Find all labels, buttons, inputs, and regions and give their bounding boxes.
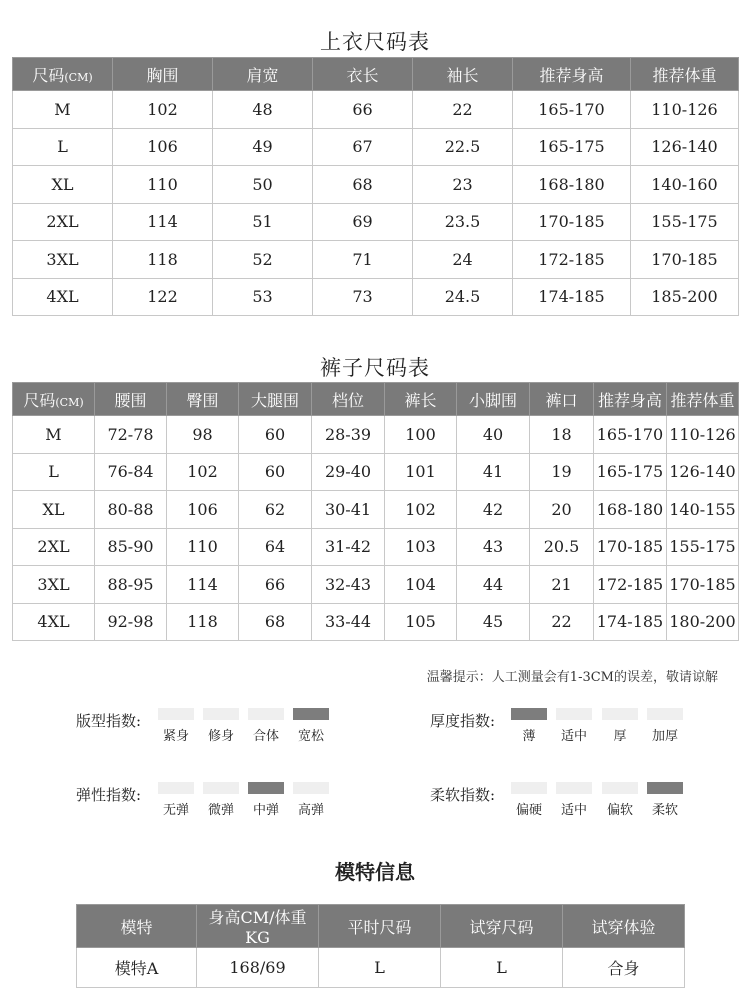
top-table-header-row — [13, 58, 739, 91]
value-cell: L — [441, 948, 563, 988]
header-size: 尺码(CM) — [13, 383, 95, 416]
header-col-2: 肩宽 — [213, 58, 313, 91]
value-cell: 72-78 — [95, 416, 167, 454]
value-cell: 21 — [530, 566, 594, 604]
value-cell: 73 — [313, 278, 413, 316]
value-cell: 33-44 — [312, 603, 385, 641]
table-row — [13, 566, 739, 604]
index-option-label: 微弹 — [207, 803, 234, 818]
table-row — [13, 166, 739, 204]
table-row — [13, 453, 739, 491]
value-cell: 114 — [167, 566, 239, 604]
index-marker — [248, 708, 284, 720]
header-col-2: 臀围 — [167, 383, 239, 416]
size-cell: M — [13, 91, 113, 129]
index-marker — [293, 782, 329, 794]
value-cell: 105 — [385, 603, 457, 641]
value-cell: 170-185 — [513, 203, 631, 241]
index-marker — [203, 782, 239, 794]
header-col-4: 档位 — [312, 383, 385, 416]
value-cell: 140-160 — [631, 166, 739, 204]
value-cell: 165-175 — [594, 453, 667, 491]
value-cell: 合身 — [563, 948, 685, 988]
table-row — [13, 203, 739, 241]
value-cell: 31-42 — [312, 528, 385, 566]
value-cell: 126-140 — [667, 453, 739, 491]
size-cell: 3XL — [13, 241, 113, 279]
value-cell: 76-84 — [95, 453, 167, 491]
header-col-5: 推荐身高 — [513, 58, 631, 91]
value-cell: 172-185 — [513, 241, 631, 279]
value-cell: 168-180 — [513, 166, 631, 204]
value-cell: 23.5 — [413, 203, 513, 241]
value-cell: 80-88 — [95, 491, 167, 529]
value-cell: 42 — [457, 491, 530, 529]
index-option-label: 紧身 — [162, 729, 189, 744]
table-row — [13, 528, 739, 566]
index-marker-selected — [511, 708, 547, 720]
value-cell: 51 — [213, 203, 313, 241]
top-table-title: 上衣尺码表 — [320, 30, 430, 54]
value-cell: 170-185 — [667, 566, 739, 604]
header-col-1: 腰围 — [95, 383, 167, 416]
value-cell: 68 — [239, 603, 312, 641]
value-cell: 122 — [113, 278, 213, 316]
value-cell: 53 — [213, 278, 313, 316]
header-col-4: 袖长 — [413, 58, 513, 91]
model-info-table — [76, 904, 685, 988]
index-option-label: 偏软 — [606, 803, 633, 818]
header-col-1: 模特 — [77, 905, 197, 948]
value-cell: 69 — [313, 203, 413, 241]
value-cell: 85-90 — [95, 528, 167, 566]
header-col-2: 身高CM/体重KG — [197, 905, 319, 948]
pants-table-title: 裤子尺码表 — [320, 356, 430, 380]
table-row — [13, 416, 739, 454]
header-col-5: 试穿体验 — [563, 905, 685, 948]
index-marker — [203, 708, 239, 720]
header-size: 尺码(CM) — [13, 58, 113, 91]
size-cell: L — [13, 128, 113, 166]
index-marker-selected — [248, 782, 284, 794]
header-col-3: 衣长 — [313, 58, 413, 91]
value-cell: 67 — [313, 128, 413, 166]
value-cell: 49 — [213, 128, 313, 166]
value-cell: 155-175 — [667, 528, 739, 566]
table-row — [13, 91, 739, 129]
index-option-label: 无弹 — [162, 803, 189, 818]
model-table-header-row — [77, 905, 685, 948]
index-marker — [556, 782, 592, 794]
value-cell: 168-180 — [594, 491, 667, 529]
value-cell: 172-185 — [594, 566, 667, 604]
value-cell: 118 — [167, 603, 239, 641]
value-cell: 114 — [113, 203, 213, 241]
table-row — [13, 603, 739, 641]
size-cell: M — [13, 416, 95, 454]
value-cell: 180-200 — [667, 603, 739, 641]
value-cell: 24.5 — [413, 278, 513, 316]
value-cell: 60 — [239, 416, 312, 454]
value-cell: 118 — [113, 241, 213, 279]
value-cell: 110 — [113, 166, 213, 204]
index-option-label: 偏硬 — [515, 803, 542, 818]
value-cell: 88-95 — [95, 566, 167, 604]
value-cell: 19 — [530, 453, 594, 491]
header-col-6: 小脚围 — [457, 383, 530, 416]
value-cell: 23 — [413, 166, 513, 204]
value-cell: 18 — [530, 416, 594, 454]
size-cell: 模特A — [77, 948, 197, 988]
index-option-label: 加厚 — [651, 729, 678, 744]
value-cell: 64 — [239, 528, 312, 566]
value-cell: 140-155 — [667, 491, 739, 529]
value-cell: 106 — [113, 128, 213, 166]
value-cell: 60 — [239, 453, 312, 491]
value-cell: 165-170 — [513, 91, 631, 129]
table-row — [13, 128, 739, 166]
value-cell: 71 — [313, 241, 413, 279]
value-cell: 110-126 — [631, 91, 739, 129]
value-cell: 24 — [413, 241, 513, 279]
index-marker-selected — [647, 782, 683, 794]
value-cell: 170-185 — [594, 528, 667, 566]
header-col-3: 平时尺码 — [319, 905, 441, 948]
index-marker — [647, 708, 683, 720]
header-col-8: 推荐身高 — [594, 383, 667, 416]
value-cell: 170-185 — [631, 241, 739, 279]
pants-size-table — [12, 382, 739, 641]
value-cell: 48 — [213, 91, 313, 129]
value-cell: 165-170 — [594, 416, 667, 454]
size-cell: 2XL — [13, 203, 113, 241]
index-option-label: 柔软 — [651, 803, 678, 818]
value-cell: 22 — [413, 91, 513, 129]
value-cell: 110 — [167, 528, 239, 566]
header-col-1: 胸围 — [113, 58, 213, 91]
value-cell: 98 — [167, 416, 239, 454]
value-cell: 168/69 — [197, 948, 319, 988]
value-cell: 106 — [167, 491, 239, 529]
value-cell: 68 — [313, 166, 413, 204]
value-cell: 66 — [313, 91, 413, 129]
size-cell: 4XL — [13, 603, 95, 641]
top-size-table — [12, 57, 739, 316]
value-cell: 62 — [239, 491, 312, 529]
value-cell: 104 — [385, 566, 457, 604]
value-cell: 185-200 — [631, 278, 739, 316]
header-col-7: 裤口 — [530, 383, 594, 416]
value-cell: 22 — [530, 603, 594, 641]
header-col-6: 推荐体重 — [631, 58, 739, 91]
header-col-9: 推荐体重 — [667, 383, 739, 416]
value-cell: 102 — [167, 453, 239, 491]
value-cell: 174-185 — [594, 603, 667, 641]
value-cell: 174-185 — [513, 278, 631, 316]
value-cell: 103 — [385, 528, 457, 566]
index-option-label: 高弹 — [297, 803, 324, 818]
value-cell: 126-140 — [631, 128, 739, 166]
index-option-label: 厚 — [613, 729, 627, 744]
value-cell: 22.5 — [413, 128, 513, 166]
table-row — [13, 241, 739, 279]
value-cell: 165-175 — [513, 128, 631, 166]
value-cell: 20 — [530, 491, 594, 529]
index-option-label: 薄 — [522, 729, 536, 744]
value-cell: 43 — [457, 528, 530, 566]
value-cell: 102 — [113, 91, 213, 129]
index-option-label: 中弹 — [252, 803, 279, 818]
value-cell: 92-98 — [95, 603, 167, 641]
value-cell: 101 — [385, 453, 457, 491]
value-cell: 52 — [213, 241, 313, 279]
table-row — [13, 491, 739, 529]
size-cell: 3XL — [13, 566, 95, 604]
header-col-4: 试穿尺码 — [441, 905, 563, 948]
index-option-label: 宽松 — [297, 729, 324, 744]
size-cell: 4XL — [13, 278, 113, 316]
index-marker — [158, 708, 194, 720]
value-cell: 40 — [457, 416, 530, 454]
value-cell: 110-126 — [667, 416, 739, 454]
value-cell: 155-175 — [631, 203, 739, 241]
value-cell: 32-43 — [312, 566, 385, 604]
table-row — [77, 948, 685, 988]
size-cell: XL — [13, 166, 113, 204]
index-label: 弹性指数: — [76, 786, 142, 804]
index-marker — [158, 782, 194, 794]
index-option-label: 合体 — [252, 729, 279, 744]
index-label: 版型指数: — [76, 712, 142, 730]
index-option-label: 修身 — [207, 729, 234, 744]
value-cell: 102 — [385, 491, 457, 529]
size-cell: 2XL — [13, 528, 95, 566]
header-col-5: 裤长 — [385, 383, 457, 416]
value-cell: 50 — [213, 166, 313, 204]
value-cell: 28-39 — [312, 416, 385, 454]
value-cell: 66 — [239, 566, 312, 604]
index-marker — [556, 708, 592, 720]
value-cell: 41 — [457, 453, 530, 491]
value-cell: L — [319, 948, 441, 988]
index-marker-selected — [293, 708, 329, 720]
model-info-title: 模特信息 — [335, 860, 415, 884]
value-cell: 29-40 — [312, 453, 385, 491]
table-row — [13, 278, 739, 316]
index-marker — [602, 708, 638, 720]
value-cell: 30-41 — [312, 491, 385, 529]
index-label: 厚度指数: — [430, 712, 496, 730]
pants-table-header-row — [13, 383, 739, 416]
value-cell: 100 — [385, 416, 457, 454]
value-cell: 20.5 — [530, 528, 594, 566]
measurement-note: 温馨提示：人工测量会有1-3CM的误差，敬请谅解 — [426, 670, 718, 685]
index-label: 柔软指数: — [430, 786, 496, 804]
index-option-label: 适中 — [560, 803, 587, 818]
header-col-3: 大腿围 — [239, 383, 312, 416]
size-cell: L — [13, 453, 95, 491]
value-cell: 45 — [457, 603, 530, 641]
value-cell: 44 — [457, 566, 530, 604]
size-cell: XL — [13, 491, 95, 529]
index-option-label: 适中 — [560, 729, 587, 744]
index-marker — [511, 782, 547, 794]
index-marker — [602, 782, 638, 794]
